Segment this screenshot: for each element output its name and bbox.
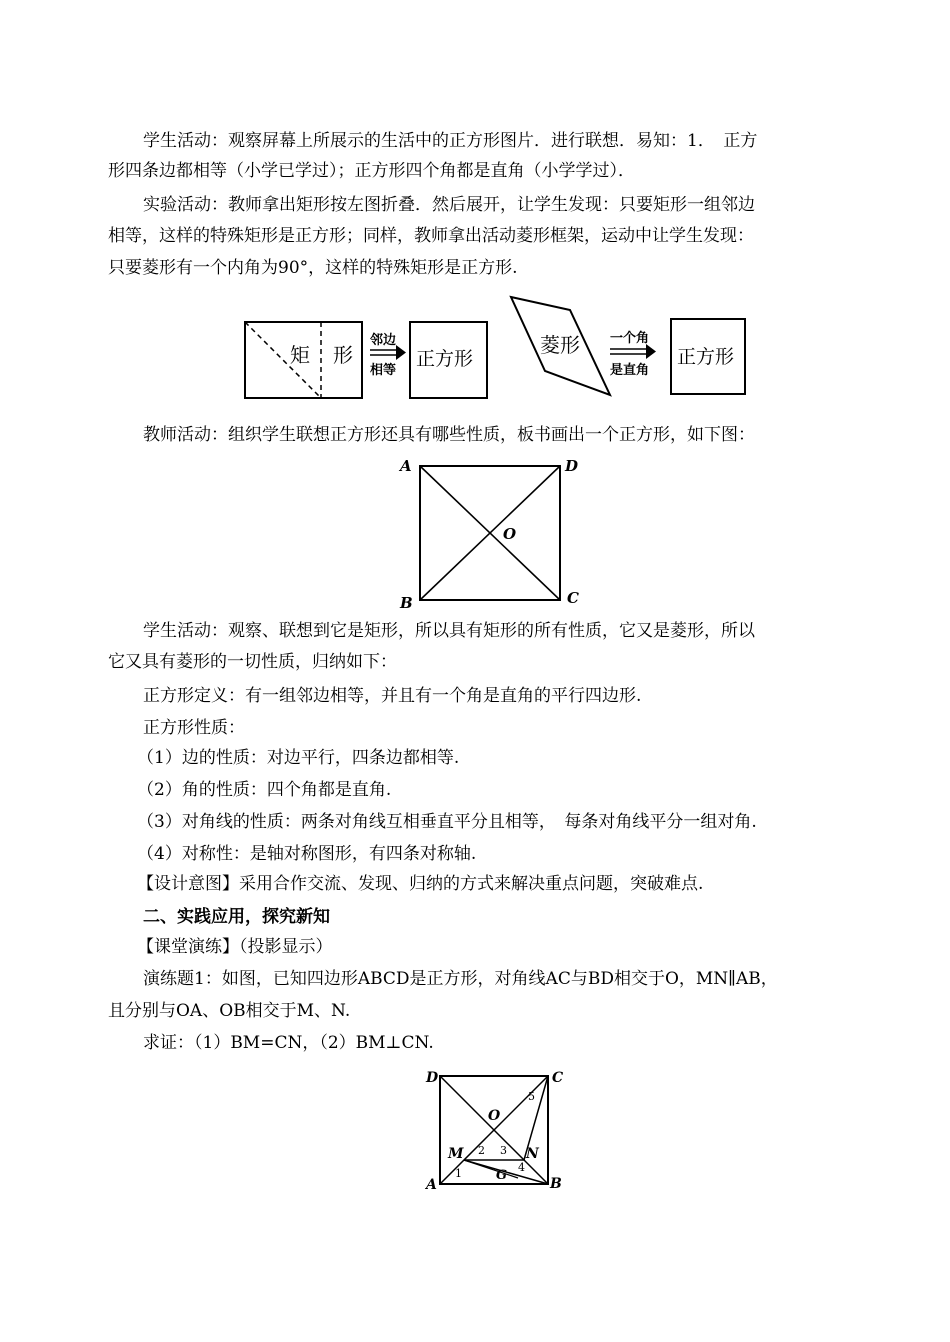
exercise-1-statement: 演练题1：如图，已知四边形ABCD是正方形，对角线AC与BD相交于O，MN∥AB， <box>143 969 778 989</box>
rect-label-right: 形 <box>333 343 353 367</box>
figure-exercise-1 <box>422 1064 572 1194</box>
section-heading-2: 二、实践应用，探究新知 <box>143 907 330 927</box>
exercise-1-statement-cont: 且分别与OA、OB相交于M、N. <box>108 1001 351 1021</box>
figure-special-quadrilaterals <box>238 292 758 404</box>
angle-5: 5 <box>528 1090 535 1103</box>
ex-vertex-d: D <box>426 1070 439 1086</box>
property-symmetry: （4）对称性：是轴对称图形，有四条对称轴. <box>137 844 477 864</box>
square-properties-title: 正方形性质： <box>143 718 245 738</box>
ex-point-o: O <box>488 1108 501 1124</box>
angle-3: 3 <box>500 1144 507 1157</box>
para-student-activity-1: 学生活动：观察屏幕上所展示的生活中的正方形图片．进行联想．易知：1． 正方 <box>143 131 758 151</box>
angle-4: 4 <box>518 1161 525 1174</box>
figure-square-abcd <box>390 454 590 612</box>
arrow2-label-bottom: 是直角 <box>610 363 650 378</box>
property-sides: （1）边的性质：对边平行，四条边都相等. <box>137 748 460 768</box>
rect-label-left: 矩 <box>290 343 310 367</box>
angle-1: 1 <box>455 1167 462 1180</box>
ex-vertex-b: B <box>550 1176 562 1192</box>
vertex-c-label: C <box>567 589 579 607</box>
center-o-label: O <box>503 525 517 543</box>
square-definition: 正方形定义：有一组邻边相等，并且有一个角是直角的平行四边形. <box>143 686 642 706</box>
square-label-2: 正方形 <box>677 346 735 368</box>
practice-heading: 【课堂演练】（投影显示） <box>137 937 333 957</box>
ex-point-m: M <box>448 1146 464 1162</box>
design-intent: 【设计意图】采用合作交流、发现、归纳的方式来解决重点问题，突破难点. <box>137 874 704 894</box>
para-experiment-activity-cont1: 相等，这样的特殊矩形是正方形；同样，教师拿出活动菱形框架，运动中让学生发现： <box>108 226 754 246</box>
vertex-a-label: A <box>400 457 412 475</box>
ex-vertex-a: A <box>426 1177 437 1193</box>
ex-point-n: N <box>526 1146 539 1162</box>
rhombus-label: 菱形 <box>540 333 580 357</box>
arrow2-label-top: 一个角 <box>610 331 650 346</box>
segment-mg <box>464 1160 518 1178</box>
para-student-activity-2: 学生活动：观察、联想到它是矩形，所以具有矩形的所有性质，它又是菱形，所以 <box>143 621 755 641</box>
square-label-1: 正方形 <box>416 348 474 370</box>
property-angles: （2）角的性质：四个角都是直角. <box>137 780 392 800</box>
property-diagonals: （3）对角线的性质：两条对角线互相垂直平分且相等， 每条对角线平分一组对角. <box>137 812 757 832</box>
para-student-activity-2-cont: 它又具有菱形的一切性质，归纳如下： <box>108 652 397 672</box>
angle-2: 2 <box>478 1144 485 1157</box>
exercise-1-prove: 求证：（1）BM=CN，（2）BM⊥CN. <box>143 1033 434 1053</box>
vertex-d-label: D <box>565 457 579 475</box>
para-teacher-activity: 教师活动：组织学生联想正方形还具有哪些性质，板书画出一个正方形，如下图： <box>143 425 755 445</box>
arrow1-label-bottom: 相等 <box>370 363 397 378</box>
para-experiment-activity-cont2: 只要菱形有一个内角为90°，这样的特殊矩形是正方形. <box>108 258 518 278</box>
ex-vertex-c: C <box>552 1070 564 1086</box>
ex-point-g: G <box>496 1168 508 1183</box>
vertex-b-label: B <box>400 594 413 612</box>
para-student-activity-1-cont: 形四条边都相等（小学已学过）；正方形四个角都是直角（小学学过）． <box>108 161 635 181</box>
double-arrow-icon-2 <box>610 344 656 359</box>
para-experiment-activity: 实验活动：教师拿出矩形按左图折叠．然后展开，让学生发现：只要矩形一组邻边 <box>143 195 755 215</box>
arrow1-label-top: 邻边 <box>370 333 397 348</box>
